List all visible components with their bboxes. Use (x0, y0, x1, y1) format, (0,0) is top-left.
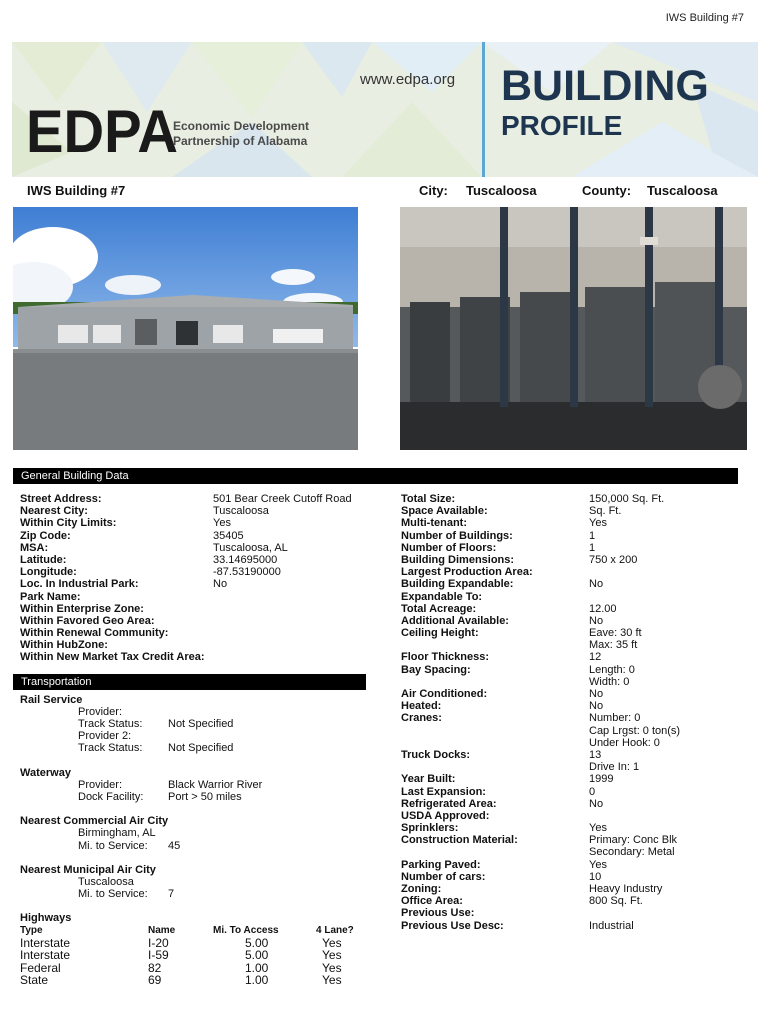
field-label: Within Renewal Community: (20, 627, 169, 640)
field-label (401, 639, 533, 651)
field-value: Yes (213, 517, 231, 530)
commercial-air-miles-label: Mi. to Service: (78, 840, 148, 852)
org-name (173, 119, 309, 149)
field-label: Building Expandable: (401, 578, 514, 591)
field-value: 0 (589, 785, 596, 798)
highway-four-lane: Yes (322, 960, 342, 975)
field-value: 13 (589, 748, 602, 761)
waterway-title: Waterway (20, 767, 71, 779)
table-row (20, 962, 380, 974)
field-value: 150,000 Sq. Ft. (589, 493, 665, 505)
rail-track-status2-value: Not Specified (168, 742, 234, 754)
field-value (589, 907, 680, 919)
municipal-air-miles-value: 7 (168, 888, 175, 900)
building-name: IWS Building #7 (27, 183, 126, 198)
highway-name: I-59 (148, 948, 169, 963)
field-label: Number of Buildings: (401, 529, 513, 542)
county-value: Tuscaloosa (647, 183, 718, 198)
field-value: 501 Bear Creek Cutoff Road (213, 493, 352, 505)
field-value (589, 591, 680, 603)
highway-four-lane: Yes (322, 948, 342, 963)
municipal-air-title: Nearest Municipal Air City (20, 864, 156, 876)
dock-facility-label: Dock Facility: (78, 791, 144, 803)
highway-header-type: Type (20, 925, 43, 936)
field-value: No (589, 797, 604, 810)
field-label: Previous Use Desc: (401, 919, 504, 932)
field-value: Industrial (589, 919, 634, 932)
field-label (401, 737, 533, 749)
field-label: Expandable To: (401, 590, 483, 603)
highway-miles: 5.00 (245, 948, 269, 963)
field-value: Tuscaloosa (213, 505, 269, 518)
rail-track-status-label: Track Status: (78, 718, 143, 730)
highways-title: Highways (20, 912, 72, 924)
highway-miles: 1.00 (245, 960, 269, 975)
field-label: Nearest City: (20, 505, 88, 518)
header-banner (12, 42, 758, 177)
field-label: Space Available: (401, 505, 488, 518)
website-url: www.edpa.org (360, 71, 456, 88)
county-label: County: (582, 183, 632, 198)
municipal-air-miles-label: Mi. to Service: (78, 888, 148, 900)
field-label: Building Dimensions: (401, 553, 515, 566)
banner-title-profile: PROFILE (501, 110, 623, 141)
transportation-header: Transportation (13, 674, 366, 690)
field-label: Park Name: (20, 590, 81, 603)
field-label: Within Favored Geo Area: (20, 614, 155, 627)
field-value: 12 (589, 651, 602, 664)
field-label: Parking Paved: (401, 858, 481, 871)
field-label (401, 846, 533, 858)
field-value: Yes (589, 822, 607, 835)
field-label: Additional Available: (401, 614, 509, 627)
field-label: Construction Material: (401, 834, 518, 847)
field-value: 1 (589, 529, 596, 542)
field-label: Air Conditioned: (401, 688, 488, 700)
field-value: Length: 0 (589, 663, 635, 676)
commercial-air-city: Birmingham, AL (78, 827, 156, 839)
field-label: Longitude: (20, 566, 77, 579)
highway-type: Interstate (20, 948, 71, 963)
field-label: Number of cars: (401, 870, 486, 883)
field-label: Refrigerated Area: (401, 797, 497, 810)
general-left-values (213, 493, 352, 664)
general-right-values (589, 493, 680, 932)
field-value: No (589, 578, 604, 591)
building-exterior-photo (13, 207, 358, 450)
field-value: Yes (589, 517, 607, 530)
field-value: 750 x 200 (589, 553, 638, 566)
highway-type: Interstate (20, 936, 71, 950)
field-label: USDA Approved: (401, 809, 490, 822)
city-label: City: (419, 183, 448, 198)
field-value: Tuscaloosa, AL (213, 541, 288, 554)
general-building-data-header: General Building Data (13, 468, 738, 484)
commercial-air-miles-value: 45 (168, 840, 181, 852)
dock-facility-value: Port > 50 miles (168, 791, 242, 803)
table-row (20, 937, 380, 949)
rail-provider-label: Provider: (78, 706, 123, 718)
highway-four-lane: Yes (322, 972, 342, 987)
waterway-provider-value: Black Warrior River (168, 779, 263, 791)
field-value (213, 591, 352, 603)
field-label: Zip Code: (20, 529, 71, 542)
rail-track-status-value: Not Specified (168, 718, 234, 730)
field-value (589, 810, 680, 822)
field-value (589, 566, 680, 578)
field-label: Number of Floors: (401, 541, 497, 554)
field-value: 12.00 (589, 602, 617, 615)
commercial-air-title: Nearest Commercial Air City (20, 815, 169, 827)
table-row (20, 974, 380, 986)
field-label: Previous Use: (401, 907, 475, 920)
general-left-labels (20, 493, 205, 664)
highway-four-lane: Yes (322, 936, 342, 950)
field-label: Cranes: (401, 712, 442, 725)
field-label: Floor Thickness: (401, 651, 490, 664)
field-value (213, 651, 352, 663)
field-value: No (589, 688, 604, 700)
rail-provider2-label: Provider 2: (78, 730, 132, 742)
field-label: Within City Limits: (20, 517, 117, 530)
org-line-2: Partnership of Alabama (173, 134, 308, 148)
field-label: Within New Market Tax Credit Area: (20, 651, 205, 664)
highway-header-name: Name (148, 925, 176, 936)
general-right-labels (401, 493, 533, 932)
field-label: Within HubZone: (20, 639, 108, 652)
field-label: MSA: (20, 541, 49, 554)
highway-name: I-20 (148, 936, 169, 950)
field-value: Width: 0 (589, 675, 630, 688)
field-value (213, 603, 352, 615)
field-value: 1999 (589, 773, 614, 786)
org-line-1: Economic Development (173, 119, 310, 133)
loading-docks-photo (400, 207, 747, 450)
banner-title-building: BUILDING (501, 62, 709, 110)
highway-miles: 5.00 (245, 936, 269, 950)
field-value (213, 639, 352, 651)
field-value: 800 Sq. Ft. (589, 895, 643, 908)
rail-service-title: Rail Service (20, 694, 83, 706)
field-label: Truck Docks: (401, 748, 471, 761)
field-value: Drive In: 1 (589, 761, 640, 774)
field-value: 33.14695000 (213, 553, 278, 566)
highway-header-four-lane: 4 Lane? (316, 925, 354, 936)
field-value: No (589, 614, 604, 627)
field-label: Loc. In Industrial Park: (20, 578, 139, 591)
field-value: Heavy Industry (589, 883, 663, 895)
rail-track-status2-label: Track Status: (78, 742, 143, 754)
field-value: 1 (589, 541, 596, 554)
document-tag: IWS Building #7 (665, 12, 744, 24)
field-value: Cap Lrgst: 0 ton(s) (589, 724, 681, 737)
field-label: Zoning: (401, 883, 442, 895)
field-value: Eave: 30 ft (589, 627, 642, 640)
field-label: Year Built: (401, 773, 456, 786)
field-label: Multi-tenant: (401, 517, 467, 530)
field-value: Sq. Ft. (589, 505, 622, 518)
table-row (20, 949, 380, 961)
field-value: Number: 0 (589, 712, 641, 725)
highway-miles: 1.00 (245, 972, 269, 987)
field-value: 10 (589, 870, 602, 883)
field-value: Yes (589, 858, 607, 871)
field-value (213, 627, 352, 639)
field-value: -87.53190000 (213, 566, 281, 579)
field-label: Bay Spacing: (401, 663, 471, 676)
field-value: 35405 (213, 529, 244, 542)
field-value: Max: 35 ft (589, 639, 638, 652)
field-label: Office Area: (401, 895, 463, 908)
field-value: Primary: Conc Blk (589, 834, 678, 847)
banner-divider (482, 42, 485, 177)
field-label: Within Enterprise Zone: (20, 602, 144, 615)
field-label: Heated: (401, 700, 442, 713)
field-label (401, 761, 533, 773)
field-value: No (213, 578, 228, 591)
highway-name: 69 (148, 972, 162, 987)
edpa-logo-text: EDPA (26, 104, 178, 156)
field-label: Total Size: (401, 493, 456, 505)
highway-name: 82 (148, 960, 162, 975)
municipal-air-city: Tuscaloosa (78, 876, 134, 888)
field-label: Latitude: (20, 553, 67, 566)
field-label: Largest Production Area: (401, 566, 533, 579)
highway-type: State (20, 972, 49, 987)
field-label: Total Acreage: (401, 602, 477, 615)
field-label (401, 725, 533, 737)
field-label (401, 676, 533, 688)
field-value: No (589, 700, 604, 713)
edpa-logo (26, 104, 178, 156)
field-label: Ceiling Height: (401, 627, 479, 640)
field-label: Last Expansion: (401, 785, 486, 798)
field-value (213, 615, 352, 627)
field-value: Under Hook: 0 (589, 736, 660, 749)
field-value: Secondary: Metal (589, 846, 675, 859)
field-label: Street Address: (20, 493, 102, 505)
field-label: Sprinklers: (401, 822, 459, 835)
highway-header-miles: Mi. To Access (213, 925, 279, 936)
city-value: Tuscaloosa (466, 183, 537, 198)
waterway-provider-label: Provider: (78, 779, 123, 791)
highway-type: Federal (20, 960, 61, 975)
